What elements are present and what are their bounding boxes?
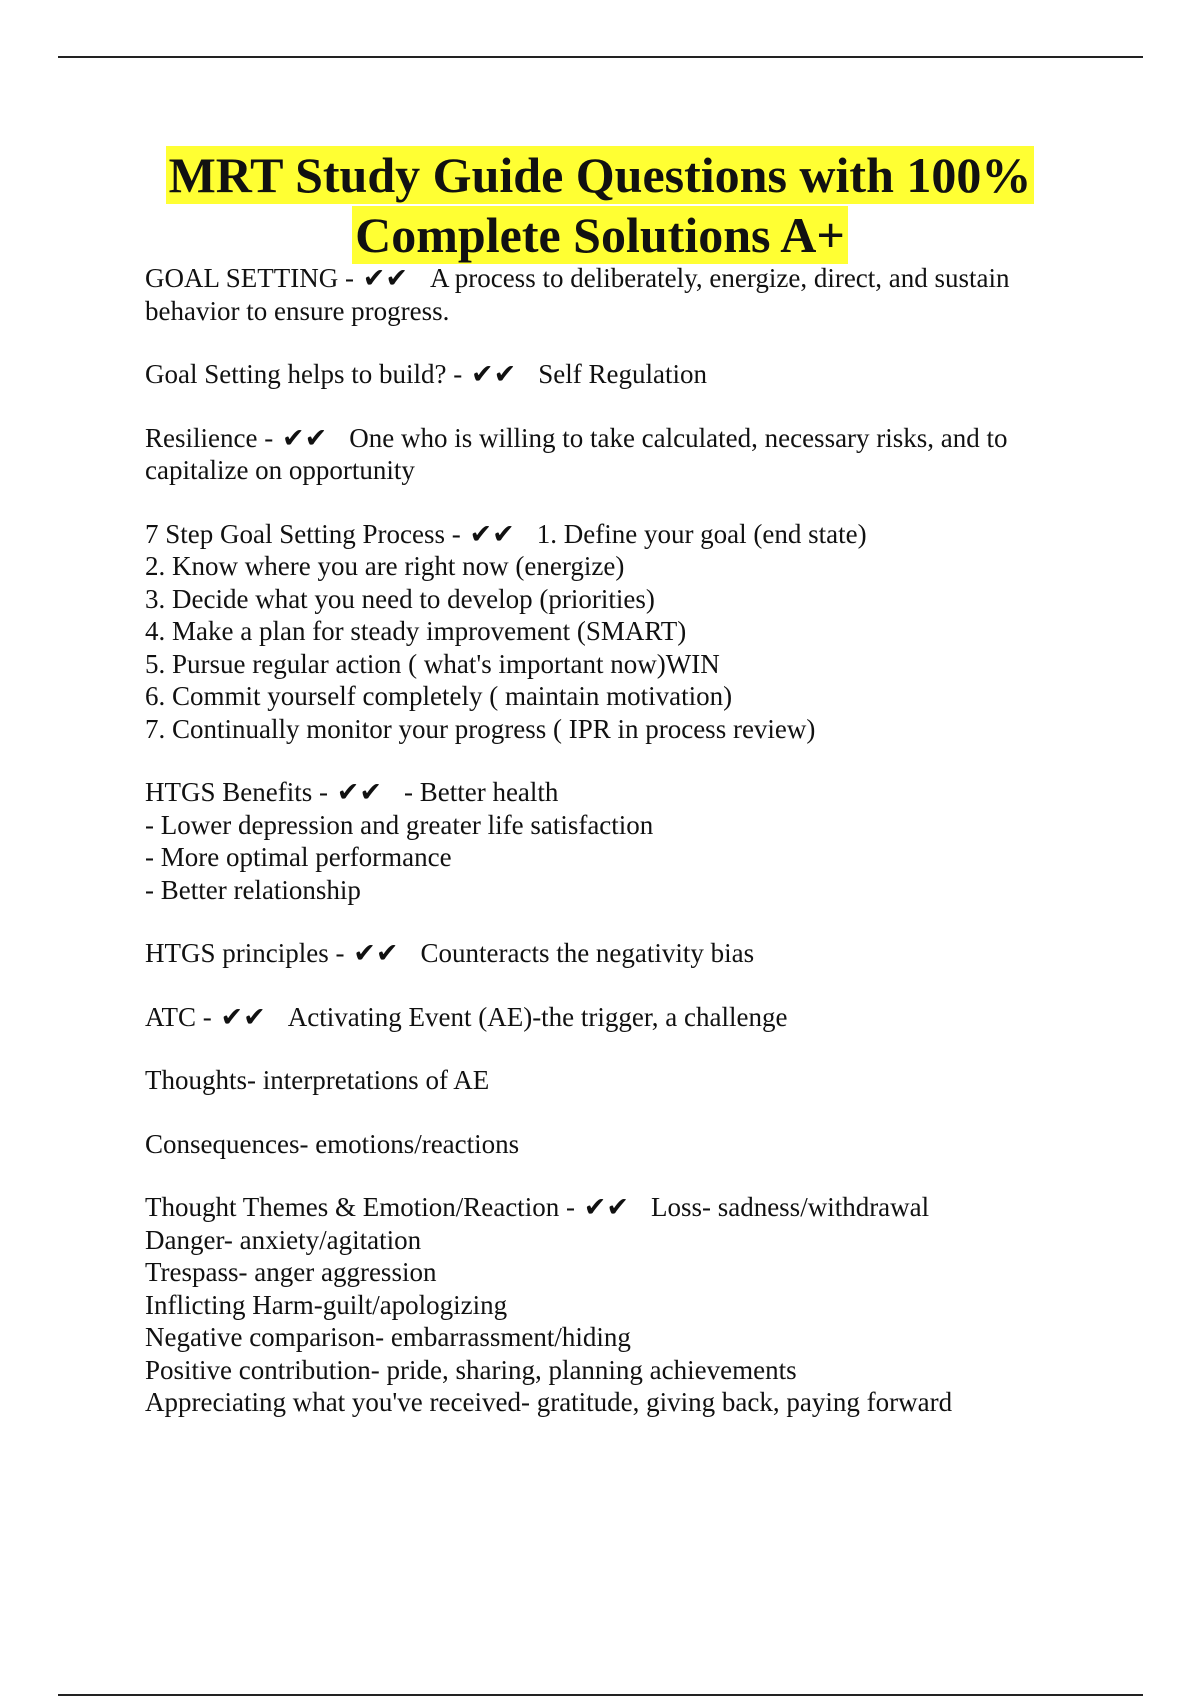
entry-term: HTGS principles [145, 938, 329, 968]
list-item: Negative comparison- embarrassment/hiding [145, 1322, 631, 1352]
entry-term: Thought Themes & Emotion/Reaction [145, 1192, 560, 1222]
entry-goal-setting [145, 262, 1070, 327]
checkmark-icon: ✔✔ [469, 518, 515, 549]
entry-answer: Loss- sadness/withdrawal [650, 1192, 930, 1222]
entry-heading-line: HTGS principles - ✔✔ Counteracts the negativity bias [145, 938, 755, 968]
list-item: 5. Pursue regular action ( what's important now)WIN [145, 648, 720, 679]
checkmark-icon: ✔✔ [583, 1192, 629, 1222]
entry-heading-line: Resilience - ✔✔ One who is willing to take calculated, necessary risks, and to capitalize on opportunity [145, 422, 1008, 485]
list-item: - Lower depression and greater life satisfaction [145, 809, 654, 840]
list-item: 7. Continually monitor your progress ( IPR in process review) [145, 713, 816, 744]
list-item: Danger- anxiety/agitation [145, 1224, 422, 1255]
title-line-1: MRT Study Guide Questions with 100% [166, 146, 1035, 204]
list-item: 6. Commit yourself completely ( maintain motivation) [145, 681, 733, 711]
paragraph-text: Consequences- emotions/reactions [145, 1128, 520, 1159]
entry-goal-setting-builds [145, 358, 1070, 391]
entry-heading-line: Goal Setting helps to build? - ✔✔ Self Regulation [145, 359, 707, 389]
entry-heading-line: ATC - ✔✔ Activating Event (AE)-the trigger, a challenge [145, 1001, 788, 1032]
paragraph-thoughts [145, 1064, 1070, 1097]
entry-heading-line: GOAL SETTING - ✔✔ A process to deliberately, energize, direct, and sustain behavior to ensure progress. [145, 263, 1010, 326]
checkmark-icon: ✔✔ [281, 422, 328, 453]
checkmark-icon: ✔✔ [362, 263, 408, 293]
list-item: - More optimal performance [145, 842, 452, 872]
entry-resilience [145, 422, 1070, 487]
list-item: 4. Make a plan for steady improvement (SMART) [145, 616, 687, 646]
entry-answer: One who is willing to take calculated, necessary risks, and to capitalize on opportunity [145, 422, 1008, 485]
entry-heading-line: 7 Step Goal Setting Process - ✔✔ 1. Define your goal (end state) [145, 518, 867, 549]
title-line-2: Complete Solutions A+ [352, 206, 848, 264]
entry-answer: Activating Event (AE)-the trigger, a challenge [287, 1001, 788, 1032]
checkmark-icon: ✔✔ [353, 938, 399, 968]
checkmark-icon: ✔✔ [470, 359, 517, 389]
document-body [145, 262, 1070, 1450]
checkmark-icon: ✔✔ [220, 1001, 266, 1032]
paragraph-text: Thoughts- interpretations of AE [145, 1065, 490, 1095]
entry-term: Goal Setting helps to build? [145, 359, 447, 389]
list-item: 3. Decide what you need to develop (priorities) [145, 583, 655, 614]
list-item: - Better relationship [145, 874, 361, 905]
top-rule [58, 56, 1143, 58]
entry-heading-line: HTGS Benefits - ✔✔ - Better health [145, 777, 559, 807]
list-item: Appreciating what you've received- gratitude, giving back, paying forward [145, 1387, 953, 1417]
entry-heading-line: Thought Themes & Emotion/Reaction - ✔✔ Loss- sadness/withdrawal [145, 1192, 930, 1222]
entry-answer: - Better health [403, 777, 559, 807]
list-item: Trespass- anger aggression [145, 1257, 437, 1287]
list-item: Positive contribution- pride, sharing, planning achievements [145, 1354, 797, 1385]
entry-term: ATC [145, 1001, 197, 1032]
entry-term: Resilience [145, 422, 258, 453]
entry-seven-step-process [145, 518, 1070, 746]
bottom-rule [58, 1694, 1143, 1696]
entry-atc [145, 1001, 1070, 1034]
entry-htgs-benefits [145, 776, 1070, 906]
entry-answer: 1. Define your goal (end state) [536, 518, 867, 549]
entry-answer: Self Regulation [538, 359, 707, 389]
entry-answer: Counteracts the negativity bias [420, 938, 755, 968]
entry-thought-themes [145, 1191, 1070, 1419]
entry-htgs-principles [145, 937, 1070, 970]
list-item: Inflicting Harm-guilt/apologizing [145, 1289, 508, 1320]
entry-term: HTGS Benefits [145, 777, 313, 807]
paragraph-consequences [145, 1128, 1070, 1161]
list-item: 2. Know where you are right now (energize) [145, 551, 625, 581]
entry-answer: A process to deliberately, energize, direct, and sustain behavior to ensure progress. [145, 263, 1010, 326]
document-title [0, 146, 1200, 264]
entry-term: 7 Step Goal Setting Process [145, 518, 445, 549]
entry-term: GOAL SETTING [145, 263, 339, 293]
checkmark-icon: ✔✔ [336, 777, 382, 807]
